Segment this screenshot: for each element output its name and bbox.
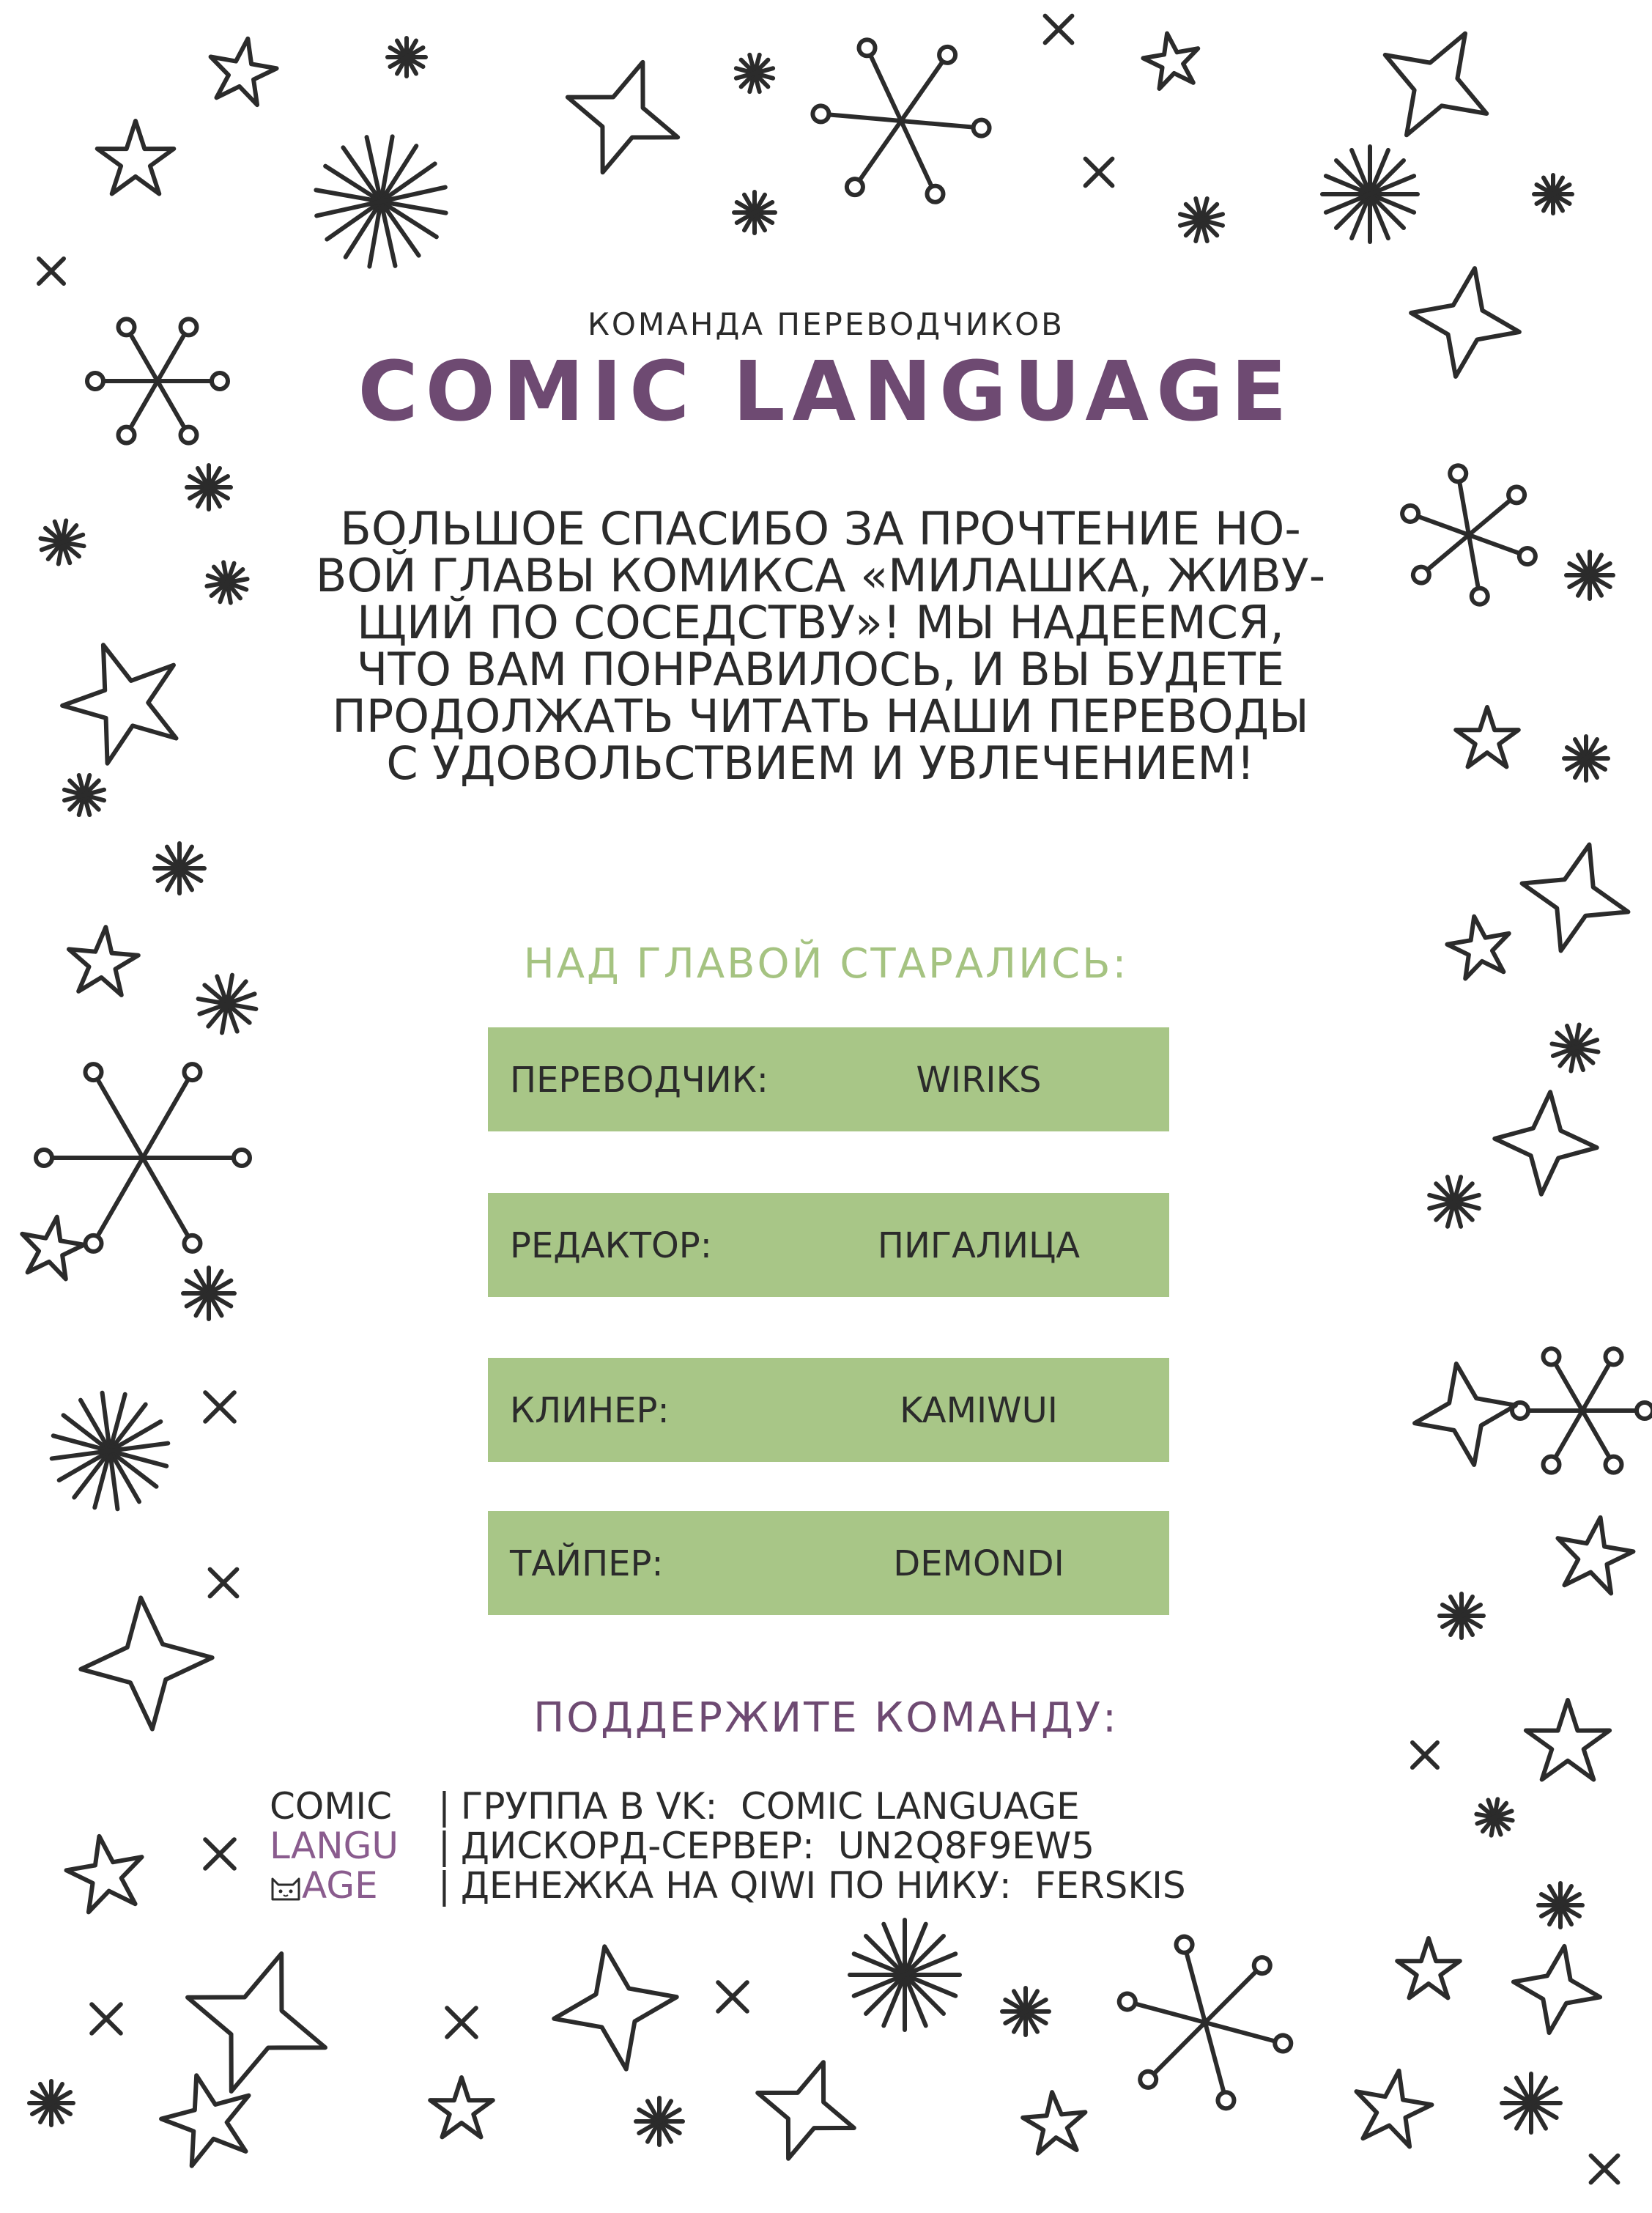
credit-row-editor xyxy=(488,1193,1169,1297)
snowflake-doodle xyxy=(1512,1348,1652,1472)
star-doodle xyxy=(155,843,204,893)
credits-heading: НАД ГЛАВОЙ СТАРАЛИСЬ: xyxy=(523,940,1129,988)
support-line-discord: LANGU | ДИСКОРД-СЕРВЕР: UN2Q8F9EW5 xyxy=(270,1825,1095,1867)
credit-row-typer xyxy=(488,1511,1169,1615)
star-doodle xyxy=(1140,29,1204,90)
team-name: COMIC LANGUAGE xyxy=(358,344,1294,440)
support-label: ДИСКОРД-СЕРВЕР: xyxy=(460,1825,815,1867)
cat-face-icon xyxy=(270,1873,302,1901)
star-doodle xyxy=(1534,175,1572,213)
star-doodle xyxy=(547,42,697,192)
star-doodle xyxy=(718,1982,747,2011)
credit-role: ТАЙПЕР: xyxy=(510,1543,664,1584)
support-value: COMIC LANGUAGE xyxy=(741,1785,1080,1828)
snowflake-doodle xyxy=(1382,453,1556,618)
star-doodle xyxy=(210,1570,237,1597)
star-doodle xyxy=(1412,1743,1437,1767)
star-doodle xyxy=(636,2098,683,2145)
star-doodle xyxy=(1564,736,1608,780)
team-label: КОМАНДА ПЕРЕВОДЧИКОВ xyxy=(588,306,1064,342)
support-label: ГРУППА В VK: xyxy=(460,1785,718,1828)
logo-word: LANGU xyxy=(270,1825,399,1867)
star-doodle xyxy=(1538,1883,1582,1927)
star-doodle xyxy=(1021,2089,1088,2154)
star-doodle xyxy=(544,1936,688,2080)
star-doodle xyxy=(388,38,426,76)
thanks-line: ПРОДОЛЖАТЬ ЧИТАТЬ НАШИ ПЕРЕВОДЫ xyxy=(332,690,1309,743)
star-doodle xyxy=(39,259,64,284)
star-doodle xyxy=(163,1929,350,2116)
star-doodle xyxy=(430,2077,493,2137)
star-doodle xyxy=(1349,2064,1437,2149)
star-doodle xyxy=(734,192,775,233)
star-doodle xyxy=(1456,707,1519,766)
credit-role: ПЕРЕВОДЧИК: xyxy=(510,1060,768,1101)
star-doodle xyxy=(731,50,778,97)
star-doodle xyxy=(62,1830,149,1915)
star-doodle xyxy=(92,2004,121,2033)
star-doodle xyxy=(1502,2074,1560,2132)
logo-word: COMIC xyxy=(270,1785,393,1828)
star-doodle xyxy=(1548,1021,1602,1075)
snowflake-doodle xyxy=(1100,1924,1311,2121)
star-doodle xyxy=(204,559,251,607)
star-doodle xyxy=(850,1920,960,2030)
star-doodle xyxy=(204,33,281,107)
star-doodle xyxy=(59,770,110,821)
star-doodle xyxy=(205,1392,234,1422)
star-doodle xyxy=(38,1379,182,1523)
star-doodle xyxy=(1566,552,1613,599)
credit-role: РЕДАКТОР: xyxy=(510,1225,712,1266)
credit-name: ПИГАЛИЦА xyxy=(877,1225,1081,1266)
star-doodle xyxy=(1423,1170,1486,1233)
thanks-line: БОЛЬШОЕ СПАСИБО ЗА ПРОЧТЕНИЕ НО- xyxy=(340,502,1301,555)
star-doodle xyxy=(1397,1938,1460,1998)
support-label: ДЕНЕЖКА НА QIWI ПО НИКУ: xyxy=(460,1864,1012,1907)
star-doodle xyxy=(1322,147,1418,242)
star-doodle xyxy=(1045,16,1073,43)
star-doodle xyxy=(152,2064,262,2170)
star-doodle xyxy=(740,2044,871,2176)
credit-name: KAMIWUI xyxy=(900,1390,1058,1431)
star-doodle xyxy=(1002,1988,1049,2035)
thanks-message xyxy=(308,502,1333,790)
thanks-line: ВОЙ ГЛАВЫ КОМИКСА «МИЛАШКА, ЖИВУ- xyxy=(315,549,1326,602)
star-doodle xyxy=(205,1839,234,1869)
support-value: FERSKIS xyxy=(1034,1864,1186,1907)
star-doodle xyxy=(1174,193,1228,246)
star-doodle xyxy=(187,465,231,509)
thanks-line: ЩИЙ ПО СОСЕДСТВУ»! МЫ НАДЕЕМСЯ, xyxy=(357,596,1284,649)
support-value: UN2Q8F9EW5 xyxy=(837,1825,1095,1867)
thanks-line: С УДОВОЛЬСТВИЕМ И УВЛЕЧЕНИЕМ! xyxy=(386,736,1255,790)
logo-word: AGE xyxy=(302,1864,378,1907)
star-doodle xyxy=(48,624,197,771)
star-doodle xyxy=(1490,1087,1601,1199)
star-doodle xyxy=(1440,1594,1484,1638)
logo-cell xyxy=(270,1864,416,1907)
star-doodle xyxy=(37,517,88,568)
snowflake-doodle xyxy=(36,1064,250,1252)
credit-row-cleaner xyxy=(488,1358,1169,1462)
star-doodle xyxy=(1473,1796,1516,1839)
thanks-line: ЧТО ВАМ ПОНРАВИЛОСЬ, И ВЫ БУДЕТЕ xyxy=(356,643,1285,696)
star-doodle xyxy=(305,125,458,278)
credit-row-translator xyxy=(488,1027,1169,1131)
support-heading: ПОДДЕРЖИТЕ КОМАНДУ: xyxy=(533,1694,1119,1742)
star-doodle xyxy=(1591,2156,1618,2183)
star-doodle xyxy=(1086,159,1113,186)
credit-name: DEMONDI xyxy=(893,1543,1064,1584)
support-line-qiwi: AGE | ДЕНЕЖКА НА QIWI ПО НИКУ: FERSKIS xyxy=(270,1864,1186,1907)
star-doodle xyxy=(1356,4,1516,165)
star-doodle xyxy=(447,2008,476,2037)
snowflake-doodle xyxy=(806,36,996,207)
credit-name: WIRIKS xyxy=(916,1060,1042,1101)
star-doodle xyxy=(97,121,174,194)
credit-role: КЛИНЕР: xyxy=(510,1390,670,1431)
star-doodle xyxy=(29,2081,73,2125)
support-line-vk: COMIC | ГРУППА В VK: COMIC LANGUAGE xyxy=(270,1785,1080,1828)
star-doodle xyxy=(1406,1355,1525,1474)
star-doodle xyxy=(1505,1938,1607,2040)
star-doodle xyxy=(183,1268,234,1319)
star-doodle xyxy=(1550,1511,1638,1596)
star-doodle xyxy=(16,1211,88,1281)
